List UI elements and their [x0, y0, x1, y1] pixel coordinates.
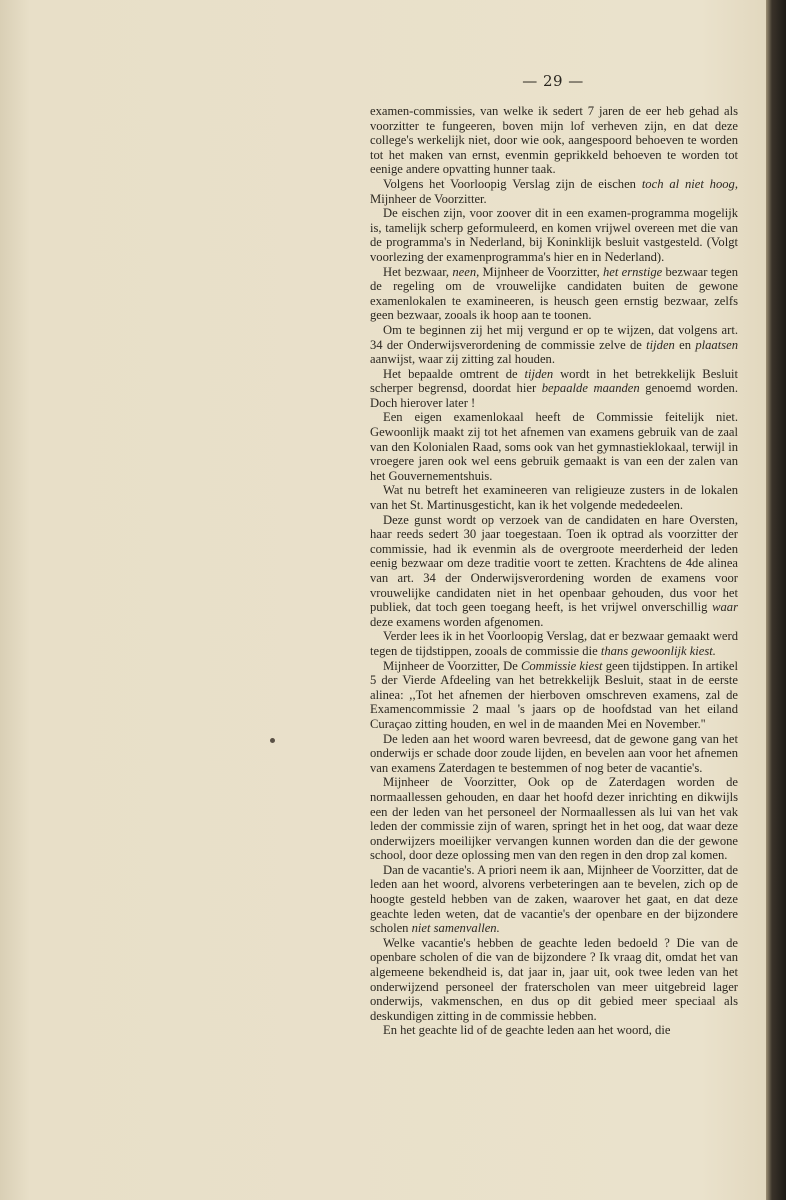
paragraph: Het bepaalde omtrent de tijden wordt in het betrekkelijk Besluit scherper begrensd, doordat hier bepaalde maanden genoemd worden. Doch hierover later !	[370, 366, 738, 410]
paragraph: Dan de vacantie's. A priori neem ik aan, Mijnheer de Voorzitter, dat de leden aan het woord, alvorens verbeteringen aan te bevelen, zich op de hoogte gesteld hebben van de zaken, waarover het gaat, en dat deze geachte leden weten, dat de vacantie's der openbare en der bijzondere scholen niet samenvallen.	[370, 862, 738, 936]
emphasis: thans gewoonlijk kiest.	[600, 643, 716, 658]
emphasis: waar	[712, 600, 738, 615]
ink-speck	[270, 738, 275, 743]
emphasis: bepaalde maanden	[541, 381, 640, 396]
emphasis: tijden	[646, 337, 675, 352]
paragraph: Het bezwaar, neen, Mijnheer de Voorzitter, het ernstige bezwaar tegen de regeling om de vrouwelijke candidaten buiten de gewone examenlokalen te examineeren, is heusch geen ernstig bezwaar, zelfs geen bezwaar, zooals ik hoop aan te toonen.	[370, 264, 739, 323]
paragraph: examen-commissies, van welke ik sedert 7 jaren de eer heb gehad als voorzitter te fungeeren, boven mijn lof verheven zijn, en dat deze college's werkelijk niet, door wie ook, aangespoord behoeven te worden tot het maken van ernst, evenmin geprikkeld behoeven te worden tot eenige andere opvatting hunner taak.	[370, 104, 738, 177]
emphasis: tijden	[524, 366, 554, 381]
emphasis: niet samenvallen.	[411, 921, 500, 936]
paragraph: Om te beginnen zij het mij vergund er op te wijzen, dat volgens art. 34 der Onderwijsverordening de commissie zelve de tijden en plaatsen aanwijst, waar zij zitting zal houden.	[370, 322, 738, 367]
emphasis: het ernstige	[602, 264, 663, 279]
page-number: — 29 —	[522, 72, 584, 90]
book-spine	[766, 0, 786, 1200]
paragraph: Wat nu betreft het examineeren van religieuze zusters in de lokalen van het St. Martinusgesticht, kan ik het volgende mededeelen.	[370, 483, 738, 513]
emphasis: Commissie kiest	[520, 658, 603, 673]
paragraph: Mijnheer de Voorzitter, De Commissie kiest geen tijdstippen. In artikel 5 der Vierde Afdeeling van het betrekkelijk Besluit, staat in de eerste alinea: ,,Tot het afnemen der hierboven omschreven examens, zal de Examencommissie 2 maal 's jaars op de hoofdstad van het eiland Curaçao zitting houden, en wel in de maanden Mei en November.''	[370, 658, 738, 731]
paragraph: Deze gunst wordt op verzoek van de candidaten en hare Oversten, haar reeds sedert 30 jaar toegestaan. Toen ik optrad als voorzitter der commissie, had ik evenmin als de overgroote meerderheid der leden eenig bezwaar om deze traditie voort te zetten. Krachtens de 4de alinea van art. 34 der Onderwijsverordening worden de examens voor vrouwelijke candidaten niet in het openbaar gehouden, dus voor het publiek, dat toch geen toegang heeft, is het vrijwel onverschillig waar deze examens worden afgenomen.	[370, 512, 738, 629]
paragraph: Een eigen examenlokaal heeft de Commissie feitelijk niet. Gewoonlijk maakt zij tot het afnemen van examens gebruik van de zaal van den Kolonialen Raad, soms ook van het gymnastieklokaal, terwijl in vroegere jaren ook wel eens gebruik gemaakt is van een der zalen van het Gouvernementshuis.	[370, 410, 738, 483]
paragraph: En het geachte lid of de geachte leden aan het woord, die	[383, 1023, 671, 1038]
body-text	[370, 104, 738, 1038]
paragraph: Volgens het Voorloopig Verslag zijn de eischen toch al niet hoog, Mijnheer de Voorzitter.	[370, 176, 738, 206]
emphasis: plaatsen	[695, 337, 738, 352]
paragraph: Welke vacantie's hebben de geachte leden bedoeld ? Die van de openbare scholen of die van de bijzondere ? Ik vraag dit, omdat het van algemeene bekendheid is, dat jaar in, jaar uit, ook twee leden van het onderwijzend personeel der fraterscholen van meer uitgebreid lager onderwijs, vakmenschen, en dus op dit gebied meer speciaal als deskundigen zitting in de commissie hebben.	[370, 935, 738, 1023]
emphasis: neen,	[452, 264, 480, 279]
paragraph: Mijnheer de Voorzitter, Ook op de Zaterdagen worden de normaallessen gehouden, en daar het hoofd dezer inrichting en dikwijls een der leden van het personeel der Normaallessen als lui van het vak leden der commissie zijn of waren, springt het in het oog, dat waar deze onderwijzers moeilijker vervangen kunnen worden dan die der gewone school, door deze oplossing men van den regen in den drop zal komen.	[370, 775, 738, 863]
emphasis: toch al niet hoog,	[641, 176, 738, 191]
paragraph: De eischen zijn, voor zoover dit in een examen-programma mogelijk is, tamelijk scherp geformuleerd, en komen vrijwel overeen met die van de programma's in Nederland, bij Koninklijk besluit vastgesteld. (Volgt voorlezing der examenprogramma's hier en in Nederland).	[370, 206, 738, 264]
paragraph: De leden aan het woord waren bevreesd, dat de gewone gang van het onderwijs er schade door zoude lijden, en bevelen aan voor het afnemen van examens Zaterdagen te bestemmen of nog beter de vacantie's.	[370, 731, 738, 775]
paragraph: Verder lees ik in het Voorloopig Verslag, dat er bezwaar gemaakt werd tegen de tijdstippen, zooals de commissie die thans gewoonlijk kiest.	[370, 629, 738, 658]
